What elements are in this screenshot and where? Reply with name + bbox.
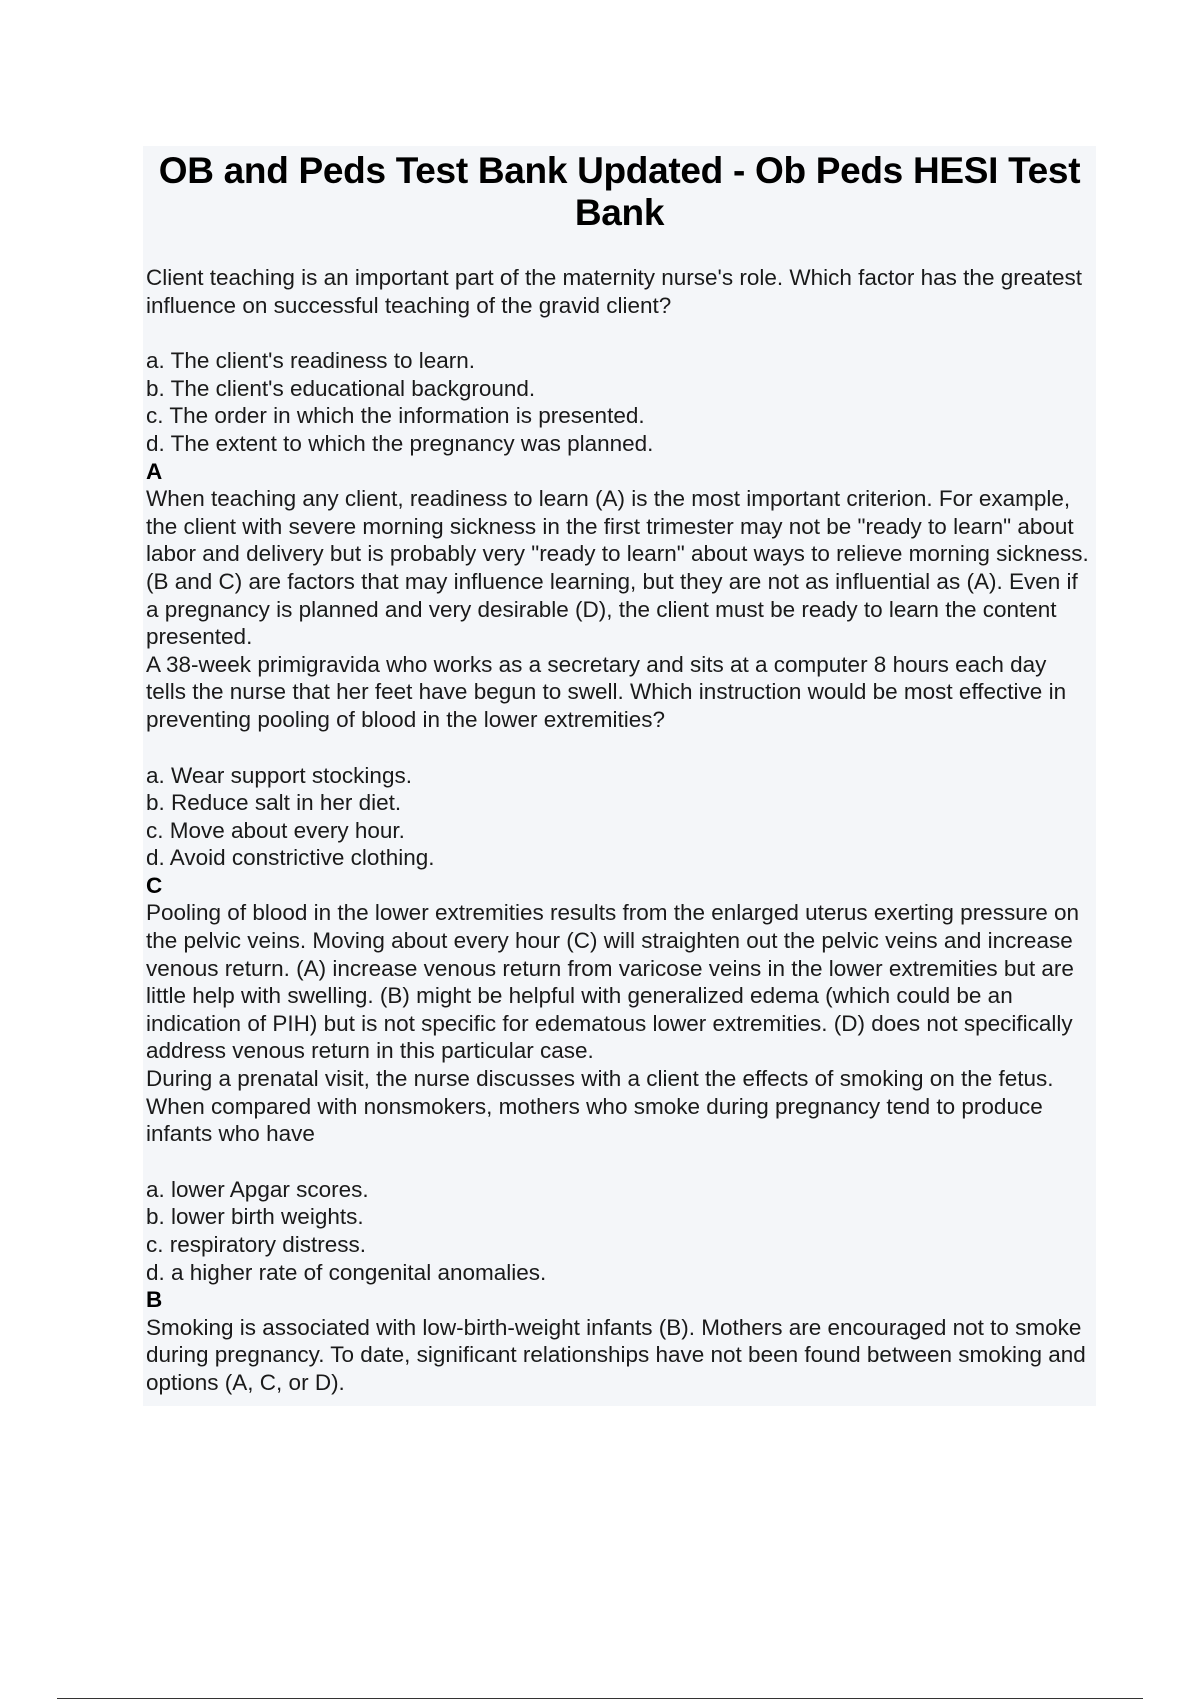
correct-answer: A [146, 458, 163, 484]
rationale: When teaching any client, readiness to learn (A) is the most important criterion. For example, the client with severe morning sickness in the first trimester may not be "ready to learn" about labor and delivery but is probably very "ready to learn" about ways to relieve morning sickness. (B and C) are factors that may influence learning, but they are not as influential as (A). Even if a pregnancy is planned and very desirable (D), the client must be ready to learn the content presented. [146, 486, 1089, 650]
question-block [146, 651, 1091, 1065]
option-c: c. The order in which the information is presented. [146, 403, 645, 429]
option-a: a. Wear support stockings. [146, 762, 412, 788]
question-block [146, 1065, 1091, 1397]
correct-answer: C [146, 872, 163, 898]
option-d: d. a higher rate of congenital anomalies. [146, 1259, 547, 1285]
option-b: b. The client's educational background. [146, 375, 536, 401]
option-a: a. The client's readiness to learn. [146, 348, 476, 374]
footer-divider [57, 1698, 1143, 1699]
correct-answer: B [146, 1287, 163, 1313]
question-stem: A 38-week primigravida who works as a secretary and sits at a computer 8 hours each day tells the nurse that her feet have begun to swell. Which instruction would be most effective in preventing pooling of blood in the lower extremities? [146, 651, 1067, 732]
option-a: a. lower Apgar scores. [146, 1176, 369, 1202]
document-title: OB and Peds Test Bank Updated - Ob Peds HESI Test Bank [158, 150, 1081, 233]
option-c: c. Move about every hour. [146, 817, 405, 843]
question-stem: Client teaching is an important part of the maternity nurse's role. Which factor has the greatest influence on successful teaching of the gravid client? [146, 265, 1083, 318]
answer-options [146, 1176, 1091, 1286]
option-b: b. lower birth weights. [146, 1204, 364, 1230]
answer-options [146, 347, 1091, 457]
answer-options [146, 762, 1091, 872]
option-b: b. Reduce salt in her diet. [146, 790, 402, 816]
rationale: Smoking is associated with low-birth-weight infants (B). Mothers are encouraged not to smoke during pregnancy. To date, significant relationships have not been found between smoking and options (A, C, or D). [146, 1314, 1086, 1395]
option-c: c. respiratory distress. [146, 1232, 367, 1257]
option-d: d. Avoid constrictive clothing. [146, 845, 435, 871]
question-block [146, 264, 1091, 651]
document-body [146, 264, 1091, 1397]
question-stem: During a prenatal visit, the nurse discusses with a client the effects of smoking on the fetus. When compared with nonsmokers, mothers who smoke during pregnancy tend to produce infants who have [146, 1066, 1054, 1147]
option-d: d. The extent to which the pregnancy was planned. [146, 430, 654, 456]
document-page [143, 146, 1096, 1406]
rationale: Pooling of blood in the lower extremities results from the enlarged uterus exerting pressure on the pelvic veins. Moving about every hour (C) will straighten out the pelvic veins and increase venous return. (A) increase venous return from varicose veins in the lower extremities but are little help with swelling. (B) might be helpful with generalized edema (which could be an indication of PIH) but is not specific for edematous lower extremities. (D) does not specifically address venous return in this particular case. [146, 900, 1079, 1064]
